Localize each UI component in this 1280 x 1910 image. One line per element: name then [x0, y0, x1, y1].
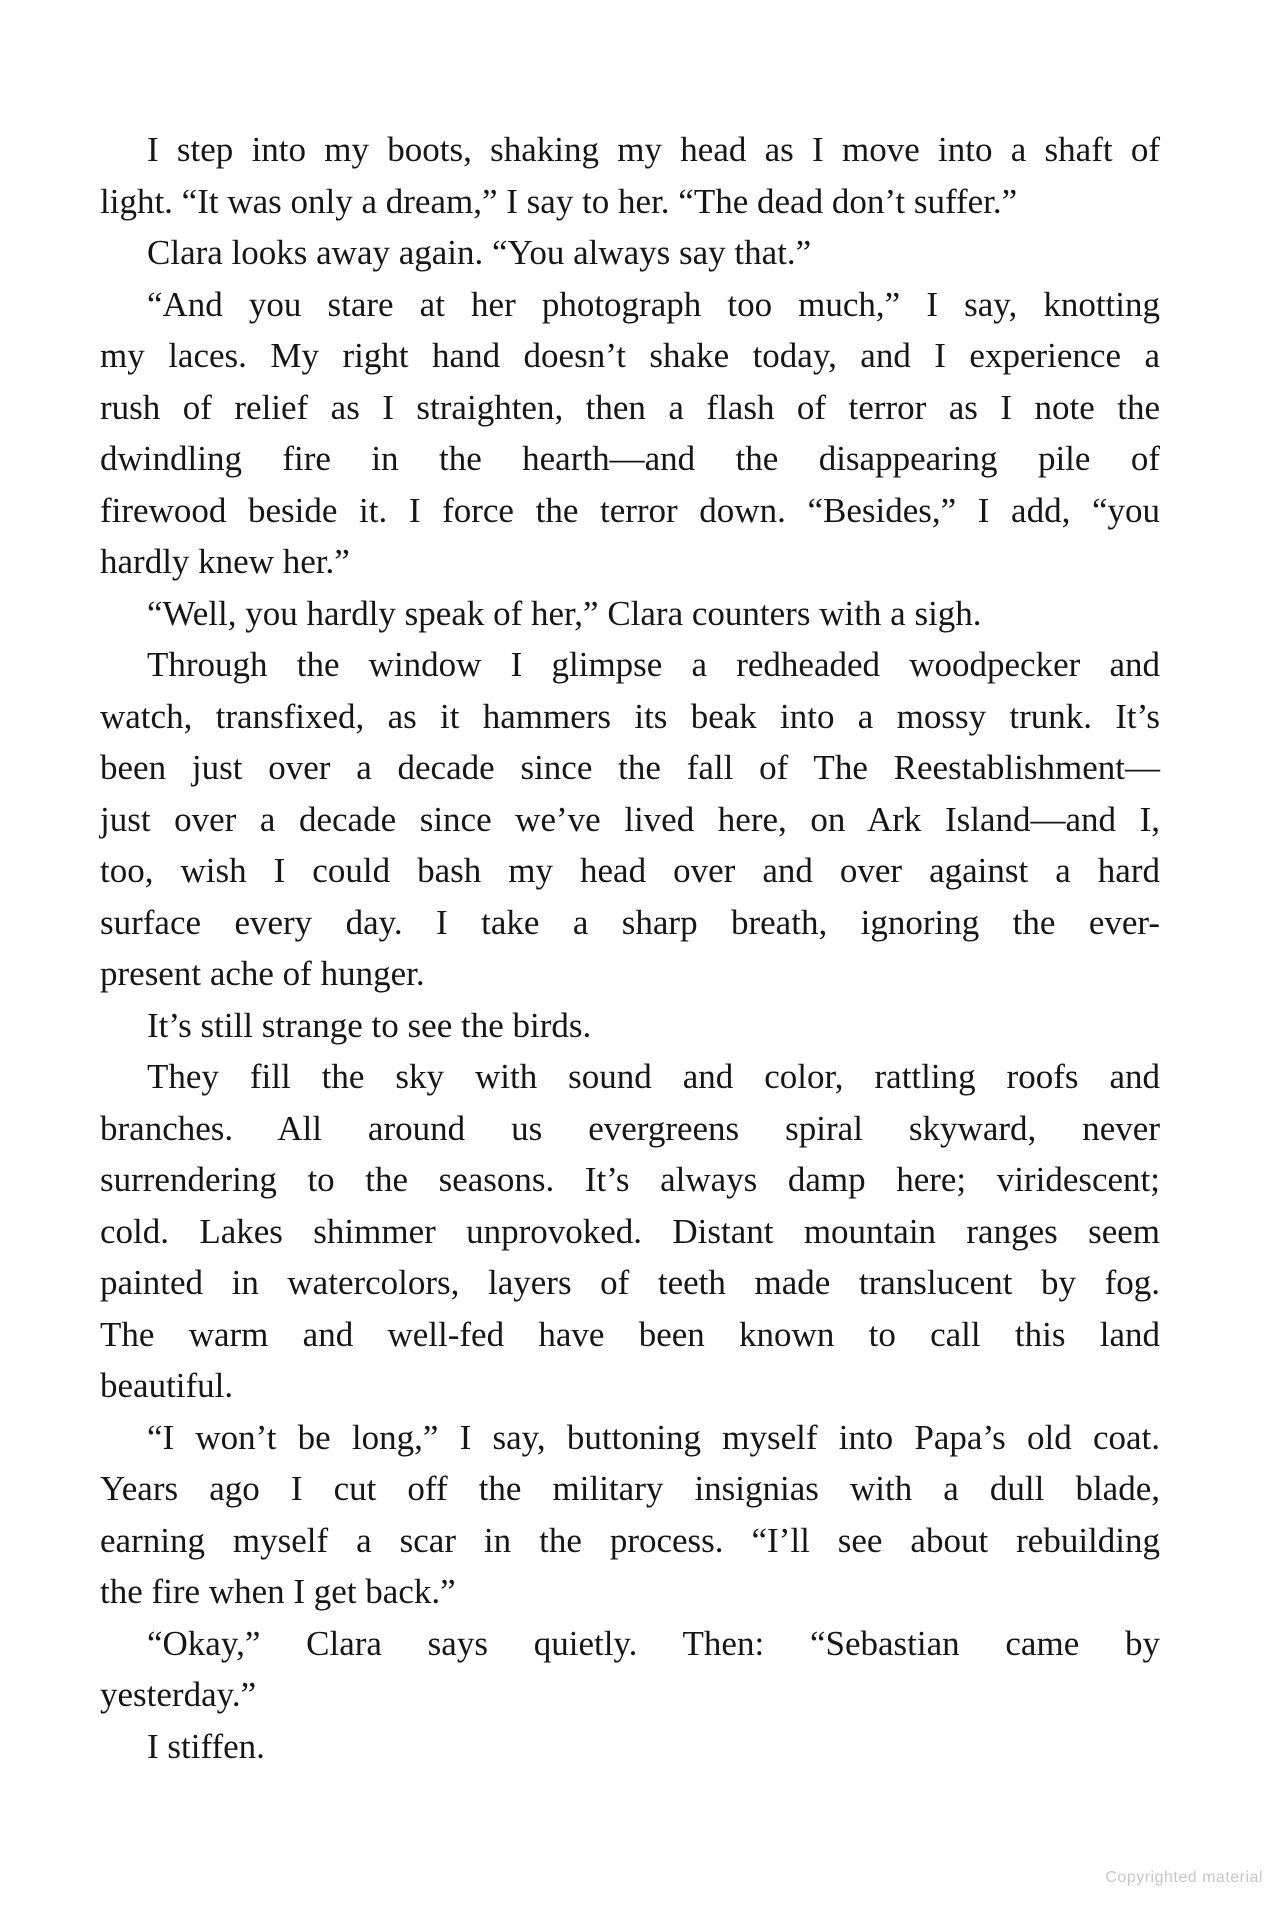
text-line — [100, 1463, 1160, 1515]
text-line — [100, 794, 1160, 846]
text-line-content: the fire when I get back.” — [100, 1572, 456, 1611]
text-line-content: “Well, you hardly speak of her,” Clara counters with a sigh. — [147, 593, 982, 633]
paragraph — [100, 588, 1160, 640]
paragraph — [100, 124, 1160, 227]
text-line-content: surrendering to the seasons. It’s always damp here; viridescent; — [100, 1160, 1160, 1199]
text-line — [100, 1206, 1160, 1258]
paragraph — [100, 1618, 1160, 1721]
paragraph — [100, 279, 1160, 588]
paragraph — [100, 227, 1160, 279]
text-line-content: present ache of hunger. — [100, 954, 425, 993]
text-line — [100, 1360, 1160, 1412]
page-text — [100, 124, 1160, 1772]
text-line — [100, 1412, 1160, 1464]
text-line — [100, 1618, 1160, 1670]
text-line-content: watch, transfixed, as it hammers its beak into a mossy trunk. It’s — [100, 696, 1160, 736]
text-line-content: I stiffen. — [147, 1726, 265, 1766]
text-line-content: They fill the sky with sound and color, rattling roofs and — [147, 1057, 1160, 1096]
text-line — [100, 1721, 1160, 1773]
text-line-content: surface every day. I take a sharp breath, ignoring the ever- — [100, 902, 1160, 942]
text-line — [100, 1103, 1160, 1155]
text-line — [100, 1051, 1160, 1103]
paragraph — [100, 1000, 1160, 1052]
text-line — [100, 948, 1160, 1000]
text-line-content: Clara looks away again. “You always say that.” — [147, 233, 812, 272]
paragraph — [100, 1412, 1160, 1618]
text-line-content: branches. All around us evergreens spiral skyward, never — [100, 1108, 1160, 1148]
text-line — [100, 279, 1160, 331]
text-line-content: “I won’t be long,” I say, buttoning myself into Papa’s old coat. — [147, 1417, 1160, 1457]
text-line — [100, 1257, 1160, 1309]
text-line-content: I step into my boots, shaking my head as I move into a shaft of — [147, 130, 1160, 169]
text-line-content: earning myself a scar in the process. “I’ll see about rebuilding — [100, 1520, 1160, 1560]
text-line — [100, 382, 1160, 434]
text-line — [100, 227, 1160, 279]
text-line — [100, 1566, 1160, 1618]
text-line-content: rush of relief as I straighten, then a flash of terror as I note the — [100, 387, 1160, 427]
text-line — [100, 176, 1160, 228]
text-line-content: yesterday.” — [100, 1675, 257, 1714]
text-line-content: The warm and well-fed have been known to call this land — [100, 1314, 1160, 1354]
text-line-content: “Okay,” Clara says quietly. Then: “Sebastian came by — [147, 1623, 1160, 1663]
paragraph — [100, 639, 1160, 1000]
text-line — [100, 1000, 1160, 1052]
text-line-content: hardly knew her.” — [100, 542, 350, 581]
paragraph — [100, 1051, 1160, 1412]
text-line — [100, 1309, 1160, 1361]
text-line — [100, 742, 1160, 794]
text-line-content: painted in watercolors, layers of teeth made translucent by fog. — [100, 1263, 1160, 1302]
text-line — [100, 588, 1160, 640]
text-line-content: just over a decade since we’ve lived here, on Ark Island—and I, — [100, 799, 1160, 839]
text-line — [100, 124, 1160, 176]
text-line — [100, 1669, 1160, 1721]
text-line — [100, 1515, 1160, 1567]
text-line-content: cold. Lakes shimmer unprovoked. Distant mountain ranges seem — [100, 1211, 1160, 1251]
text-line — [100, 330, 1160, 382]
text-line — [100, 691, 1160, 743]
text-line — [100, 536, 1160, 588]
paragraph — [100, 1721, 1160, 1773]
text-line — [100, 433, 1160, 485]
text-line-content: Years ago I cut off the military insignias with a dull blade, — [100, 1469, 1160, 1508]
text-line-content: been just over a decade since the fall of The Reestablishment— — [100, 748, 1160, 787]
text-line — [100, 639, 1160, 691]
text-line — [100, 845, 1160, 897]
text-line-content: my laces. My right hand doesn’t shake today, and I experience a — [100, 336, 1160, 375]
text-line — [100, 485, 1160, 537]
text-line-content: light. “It was only a dream,” I say to her. “The dead don’t suffer.” — [100, 181, 1018, 221]
text-line-content: Through the window I glimpse a redheaded woodpecker and — [147, 645, 1160, 684]
text-line — [100, 897, 1160, 949]
text-line-content: too, wish I could bash my head over and over against a hard — [100, 851, 1160, 890]
text-line-content: firewood beside it. I force the terror down. “Besides,” I add, “you — [100, 490, 1160, 530]
text-line-content: It’s still strange to see the birds. — [147, 1005, 592, 1045]
copyright-watermark: Copyrighted material — [1105, 1869, 1263, 1886]
text-line-content: “And you stare at her photograph too much,” I say, knotting — [147, 284, 1160, 324]
text-line — [100, 1154, 1160, 1206]
text-line-content: beautiful. — [100, 1366, 234, 1405]
text-line-content: dwindling fire in the hearth—and the disappearing pile of — [100, 439, 1160, 478]
